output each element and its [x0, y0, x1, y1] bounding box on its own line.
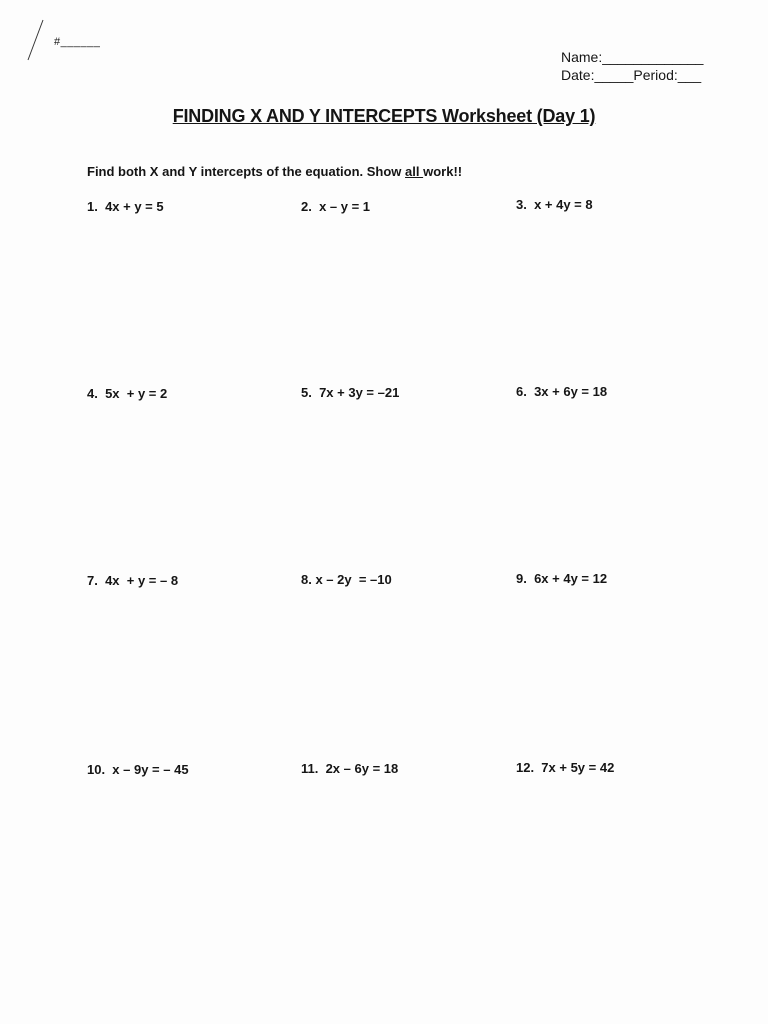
problem-2: 2. x – y = 1 [301, 199, 371, 214]
problem-12: 12. 7x + 5y = 42 [516, 760, 615, 775]
name-line: Name:_____________ [561, 49, 704, 65]
instructions-end: work!! [423, 164, 463, 179]
worksheet-title: FINDING X AND Y INTERCEPTS Worksheet (Day 1) [172, 106, 596, 126]
problem-10: 10. x – 9y = – 45 [87, 762, 189, 777]
pencil-slash-mark [20, 16, 50, 66]
student-info-block [561, 48, 703, 84]
problem-3: 3. x + 4y = 8 [516, 197, 593, 212]
date-period-line: Date:_____Period:___ [561, 67, 702, 83]
instructions-text: Find both X and Y intercepts of the equation. Show [87, 164, 406, 179]
instructions-emphasis: all [405, 164, 424, 179]
problem-7: 7. 4x + y = – 8 [87, 573, 179, 588]
problem-9: 9. 6x + 4y = 12 [516, 571, 608, 586]
instructions [87, 164, 462, 179]
problem-5: 5. 7x + 3y = –21 [301, 385, 400, 400]
problem-8: 8. x – 2y = –10 [301, 572, 392, 587]
problem-4: 4. 5x + y = 2 [87, 386, 168, 401]
problem-6: 6. 3x + 6y = 18 [516, 384, 608, 399]
problem-11: 11. 2x – 6y = 18 [301, 761, 399, 776]
hash-number-line: #______ [54, 36, 101, 48]
problem-1: 1. 4x + y = 5 [87, 199, 164, 214]
